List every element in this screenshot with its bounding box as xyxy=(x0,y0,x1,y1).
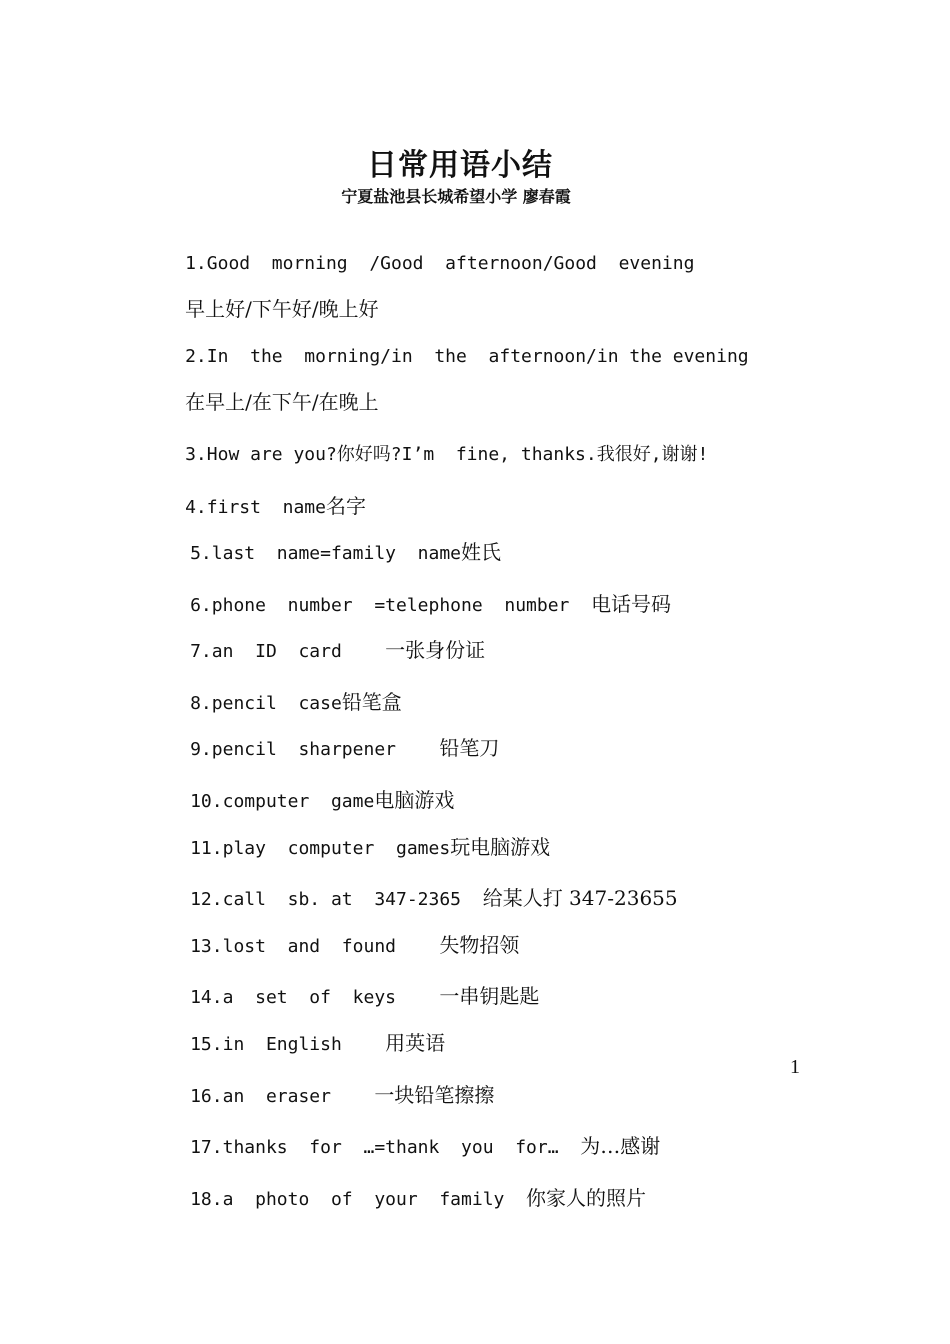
list-item xyxy=(173,363,379,416)
english-phrase: 2.In the morning/in the afternoon/in the evening xyxy=(185,346,749,367)
chinese-meaning: 铅笔刀 xyxy=(439,736,500,760)
chinese-meaning: 电脑游戏 xyxy=(374,788,455,812)
chinese-meaning: 玩电脑游戏 xyxy=(450,835,551,859)
chinese-meaning: 名字 xyxy=(325,494,366,518)
chinese-meaning: 铅笔盒 xyxy=(341,690,402,714)
page-number: 1 xyxy=(790,1056,800,1078)
english-phrase: 18.a photo of your family xyxy=(190,1189,527,1210)
chinese-meaning: 早上好/下午好/晚上好 xyxy=(185,297,379,321)
list-item xyxy=(178,611,485,665)
english-phrase: 4.first name xyxy=(185,497,326,518)
list-item xyxy=(178,1056,494,1110)
chinese-meaning: 一串钥匙匙 xyxy=(439,984,540,1008)
chinese-meaning: 一张身份证 xyxy=(385,638,486,662)
chinese-meaning: 电话号码 xyxy=(591,592,672,616)
list-item xyxy=(178,761,454,815)
english-phrase: 5.last name=family name xyxy=(190,543,462,564)
english-phrase: 7.an ID card xyxy=(190,641,386,662)
list-item xyxy=(178,859,678,913)
english-phrase: 6.phone number =telephone number xyxy=(190,595,592,616)
list-item xyxy=(178,1107,660,1161)
list-item xyxy=(178,906,519,960)
english-phrase: 15.in English xyxy=(190,1034,386,1055)
chinese-meaning: 你家人的照片 xyxy=(526,1186,647,1210)
list-item xyxy=(178,808,550,862)
english-phrase: 13.lost and found xyxy=(190,936,440,957)
chinese-meaning: 姓氏 xyxy=(461,540,502,564)
english-phrase: 3.How are you?你好吗?I’m fine, thanks.我很好,谢谢! xyxy=(185,444,709,465)
document-title: 日常用语小结 xyxy=(367,148,553,183)
document-subtitle: 宁夏盐池县长城希望小学 廖春霞 xyxy=(341,187,571,206)
list-item xyxy=(178,1004,445,1058)
list-item xyxy=(178,709,499,763)
chinese-meaning: 为…感谢 xyxy=(580,1134,661,1158)
chinese-meaning: 在早上/在下午/在晚上 xyxy=(185,390,379,414)
english-phrase: 11.play computer games xyxy=(190,838,451,859)
english-phrase: 14.a set of keys xyxy=(190,987,440,1008)
english-phrase: 9.pencil sharpener xyxy=(190,739,440,760)
english-phrase: 8.pencil case xyxy=(190,693,342,714)
list-item xyxy=(173,415,708,468)
chinese-meaning: 失物招领 xyxy=(439,933,520,957)
english-phrase: 17.thanks for …=thank you for… xyxy=(190,1137,581,1158)
list-item xyxy=(178,513,501,567)
english-phrase: 10.computer game xyxy=(190,791,375,812)
list-item xyxy=(178,1159,646,1213)
english-phrase: 12.call sb. at 347-2365 xyxy=(190,889,483,910)
chinese-meaning: 一块铅笔擦擦 xyxy=(374,1083,495,1107)
list-item xyxy=(173,270,379,323)
english-phrase: 1.Good morning /Good afternoon/Good evening xyxy=(185,253,695,274)
chinese-meaning: 给某人打 347-23655 xyxy=(482,886,678,910)
english-phrase: 16.an eraser xyxy=(190,1086,375,1107)
chinese-meaning: 用英语 xyxy=(385,1031,446,1055)
list-item xyxy=(178,957,539,1011)
